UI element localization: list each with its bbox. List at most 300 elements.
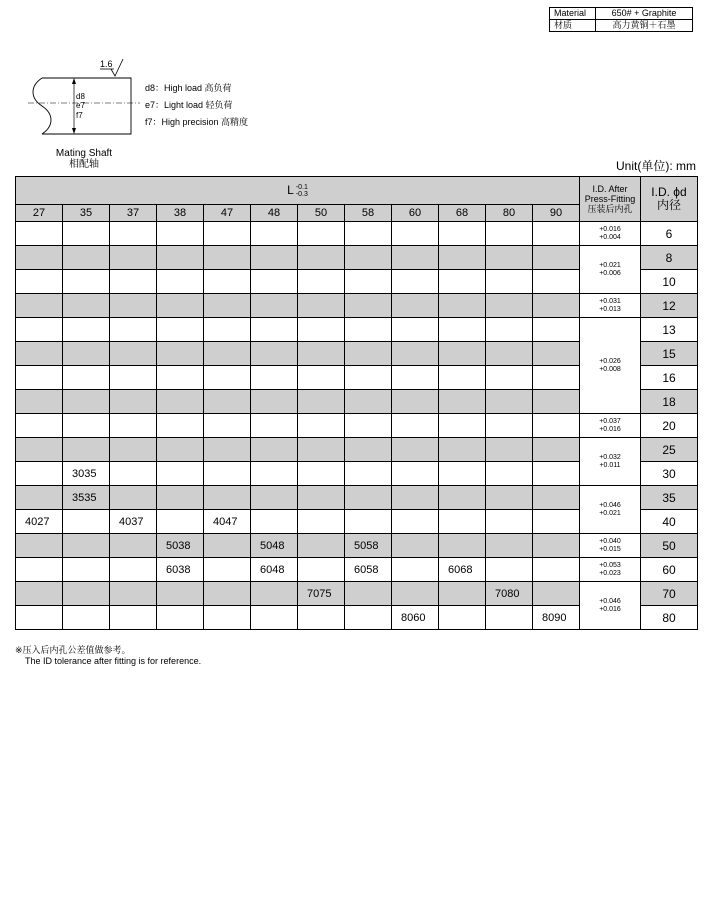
part-number-cell bbox=[439, 510, 486, 534]
table-row bbox=[16, 438, 698, 462]
tolerance-lower: +0.016 bbox=[599, 605, 621, 613]
id-tolerance-cell bbox=[580, 294, 641, 318]
part-number-cell bbox=[345, 366, 392, 390]
part-number-cell bbox=[157, 438, 204, 462]
length-column-header: 35 bbox=[63, 205, 110, 222]
inner-diameter-cell: 20 bbox=[641, 414, 698, 438]
part-number-cell bbox=[345, 582, 392, 606]
inner-diameter-cell: 10 bbox=[641, 270, 698, 294]
part-number-cell bbox=[157, 414, 204, 438]
part-number-cell: 3535 bbox=[63, 486, 110, 510]
part-number-cell bbox=[392, 462, 439, 486]
part-number-cell bbox=[204, 270, 251, 294]
material-value: 650# + Graphite bbox=[596, 8, 693, 20]
part-number-cell bbox=[16, 342, 63, 366]
part-number-cell bbox=[157, 606, 204, 630]
part-number-cell: 7080 bbox=[486, 582, 533, 606]
part-number-cell bbox=[486, 510, 533, 534]
part-number-cell bbox=[298, 438, 345, 462]
part-number-cell bbox=[392, 534, 439, 558]
unit-label: Unit(单位): mm bbox=[616, 159, 696, 173]
part-number-cell bbox=[345, 606, 392, 630]
id-tolerance-cell bbox=[580, 582, 641, 630]
part-number-cell bbox=[345, 390, 392, 414]
part-number-cell bbox=[486, 414, 533, 438]
tolerance-upper: +0.040 bbox=[599, 537, 621, 545]
part-number-cell bbox=[298, 606, 345, 630]
tolerance-lower: +0.016 bbox=[599, 425, 621, 433]
part-number-cell bbox=[486, 534, 533, 558]
part-number-cell bbox=[16, 606, 63, 630]
part-number-cell bbox=[345, 438, 392, 462]
tolerance-lower: +0.021 bbox=[599, 509, 621, 517]
part-number-cell bbox=[439, 294, 486, 318]
part-number-cell bbox=[392, 582, 439, 606]
inner-diameter-cell: 50 bbox=[641, 534, 698, 558]
part-number-cell bbox=[110, 222, 157, 246]
tolerance-lower: +0.015 bbox=[599, 545, 621, 553]
id-tolerance-cell bbox=[580, 486, 641, 534]
part-number-cell bbox=[63, 342, 110, 366]
part-number-cell bbox=[16, 534, 63, 558]
part-number-cell: 4047 bbox=[204, 510, 251, 534]
part-number-cell bbox=[298, 510, 345, 534]
id-header-cn: 内径 bbox=[656, 198, 681, 212]
part-number-cell bbox=[439, 342, 486, 366]
part-number-cell bbox=[157, 390, 204, 414]
part-number-cell bbox=[204, 342, 251, 366]
part-number-cell bbox=[486, 222, 533, 246]
part-number-cell bbox=[157, 462, 204, 486]
part-number-cell bbox=[392, 318, 439, 342]
part-number-cell bbox=[345, 462, 392, 486]
part-number-cell bbox=[16, 558, 63, 582]
part-number-cell: 5058 bbox=[345, 534, 392, 558]
part-number-cell bbox=[486, 342, 533, 366]
inner-diameter-cell: 25 bbox=[641, 438, 698, 462]
inner-diameter-cell: 8 bbox=[641, 246, 698, 270]
part-number-cell bbox=[298, 486, 345, 510]
inner-diameter-cell: 35 bbox=[641, 486, 698, 510]
part-number-cell bbox=[392, 222, 439, 246]
length-tol-lower: -0.3 bbox=[295, 190, 308, 198]
part-number-cell bbox=[298, 366, 345, 390]
part-number-cell bbox=[439, 534, 486, 558]
part-number-cell bbox=[110, 342, 157, 366]
part-number-cell bbox=[157, 318, 204, 342]
table-row bbox=[16, 246, 698, 270]
part-number-cell bbox=[392, 390, 439, 414]
inner-diameter-cell: 13 bbox=[641, 318, 698, 342]
table-row bbox=[16, 294, 698, 318]
part-number-cell bbox=[345, 486, 392, 510]
inner-diameter-cell: 6 bbox=[641, 222, 698, 246]
id-after-header bbox=[580, 177, 641, 222]
part-number-cell bbox=[533, 342, 580, 366]
part-number-cell bbox=[533, 246, 580, 270]
part-number-cell bbox=[533, 558, 580, 582]
length-column-header: 48 bbox=[251, 205, 298, 222]
part-number-cell bbox=[204, 534, 251, 558]
part-number-cell bbox=[16, 486, 63, 510]
note-cn: ※压入后内孔公差值做参考。 bbox=[15, 645, 131, 655]
id-tolerance-cell bbox=[580, 558, 641, 582]
inner-diameter-cell: 30 bbox=[641, 462, 698, 486]
inner-diameter-cell: 70 bbox=[641, 582, 698, 606]
part-number-cell bbox=[16, 270, 63, 294]
part-number-cell bbox=[486, 246, 533, 270]
tolerance-upper: +0.037 bbox=[599, 417, 621, 425]
table-row bbox=[16, 582, 698, 606]
legend-f7: f7：High precision 高精度 bbox=[145, 117, 249, 127]
part-number-cell bbox=[298, 270, 345, 294]
part-number-cell bbox=[157, 582, 204, 606]
part-number-cell: 5048 bbox=[251, 534, 298, 558]
part-number-cell bbox=[110, 270, 157, 294]
part-number-cell bbox=[298, 390, 345, 414]
part-number-cell bbox=[486, 390, 533, 414]
part-number-cell bbox=[392, 558, 439, 582]
length-column-header: 38 bbox=[157, 205, 204, 222]
part-number-cell bbox=[204, 366, 251, 390]
part-number-cell bbox=[110, 366, 157, 390]
part-number-cell bbox=[16, 294, 63, 318]
part-number-cell bbox=[533, 294, 580, 318]
part-number-cell: 8090 bbox=[533, 606, 580, 630]
part-number-cell bbox=[392, 294, 439, 318]
part-number-cell bbox=[251, 246, 298, 270]
part-number-cell bbox=[16, 438, 63, 462]
part-number-cell bbox=[251, 222, 298, 246]
part-number-cell bbox=[392, 270, 439, 294]
part-number-cell bbox=[486, 318, 533, 342]
table-row bbox=[16, 558, 698, 582]
part-number-cell bbox=[533, 462, 580, 486]
part-number-cell bbox=[533, 318, 580, 342]
part-number-cell bbox=[345, 414, 392, 438]
part-number-cell bbox=[439, 270, 486, 294]
part-number-cell bbox=[486, 366, 533, 390]
tol-label-f7: f7 bbox=[76, 111, 83, 120]
id-after-line1: I.D. After bbox=[592, 184, 628, 194]
part-number-cell bbox=[63, 558, 110, 582]
part-number-cell bbox=[439, 318, 486, 342]
part-number-cell bbox=[63, 222, 110, 246]
part-number-cell: 6058 bbox=[345, 558, 392, 582]
part-number-cell bbox=[392, 366, 439, 390]
tolerance-upper: +0.046 bbox=[599, 501, 621, 509]
table-row bbox=[16, 222, 698, 246]
part-number-cell bbox=[63, 294, 110, 318]
part-number-cell bbox=[110, 294, 157, 318]
part-number-cell bbox=[251, 606, 298, 630]
part-number-cell bbox=[110, 246, 157, 270]
table-row bbox=[16, 534, 698, 558]
note-en: The ID tolerance after fitting is for reference. bbox=[25, 656, 202, 666]
part-number-cell bbox=[204, 606, 251, 630]
length-header bbox=[16, 177, 580, 205]
tolerance-lower: +0.004 bbox=[599, 233, 621, 241]
part-number-cell bbox=[157, 366, 204, 390]
part-number-cell bbox=[63, 510, 110, 534]
part-number-cell bbox=[16, 246, 63, 270]
id-after-cn: 压装后内孔 bbox=[587, 204, 633, 214]
part-number-cell bbox=[298, 294, 345, 318]
part-number-cell bbox=[251, 438, 298, 462]
part-number-cell bbox=[392, 486, 439, 510]
part-number-cell bbox=[157, 222, 204, 246]
part-number-cell bbox=[251, 294, 298, 318]
id-tolerance-cell bbox=[580, 534, 641, 558]
part-number-cell bbox=[486, 486, 533, 510]
part-number-cell bbox=[63, 534, 110, 558]
id-tolerance-cell bbox=[580, 318, 641, 414]
part-number-cell bbox=[345, 246, 392, 270]
legend-d8: d8：High load 高负荷 bbox=[145, 83, 232, 93]
tol-label-e7: e7 bbox=[76, 101, 85, 110]
mating-shaft-cn: 相配轴 bbox=[69, 159, 99, 170]
part-number-cell bbox=[345, 318, 392, 342]
part-number-cell bbox=[63, 318, 110, 342]
part-number-cell bbox=[251, 390, 298, 414]
part-number-cell bbox=[63, 366, 110, 390]
part-number-cell bbox=[63, 606, 110, 630]
part-number-cell bbox=[63, 414, 110, 438]
length-column-header: 27 bbox=[16, 205, 63, 222]
length-column-header: 68 bbox=[439, 205, 486, 222]
roughness-value: 1.6 bbox=[100, 59, 113, 69]
length-column-header: 50 bbox=[298, 205, 345, 222]
tol-label-d8: d8 bbox=[76, 92, 85, 101]
part-number-cell bbox=[110, 390, 157, 414]
table-row bbox=[16, 486, 698, 510]
material-label-cn: 材质 bbox=[550, 20, 596, 32]
part-number-cell bbox=[157, 294, 204, 318]
tolerance-upper: +0.026 bbox=[599, 357, 621, 365]
inner-diameter-cell: 15 bbox=[641, 342, 698, 366]
tolerance-upper: +0.021 bbox=[599, 261, 621, 269]
part-number-cell bbox=[439, 582, 486, 606]
mating-shaft-diagram bbox=[28, 56, 143, 141]
part-number-cell bbox=[204, 558, 251, 582]
part-number-cell bbox=[392, 510, 439, 534]
part-number-cell bbox=[251, 510, 298, 534]
inner-diameter-cell: 16 bbox=[641, 366, 698, 390]
part-number-cell bbox=[204, 414, 251, 438]
part-number-cell bbox=[298, 246, 345, 270]
part-number-cell bbox=[16, 318, 63, 342]
part-number-cell bbox=[63, 390, 110, 414]
part-number-cell bbox=[204, 222, 251, 246]
part-number-cell bbox=[16, 462, 63, 486]
part-number-cell bbox=[204, 582, 251, 606]
length-symbol: L bbox=[287, 183, 294, 198]
id-tolerance-cell bbox=[580, 414, 641, 438]
size-table bbox=[15, 176, 698, 630]
part-number-cell bbox=[204, 294, 251, 318]
part-number-cell bbox=[204, 486, 251, 510]
id-header-line1: I.D. ϕd bbox=[651, 185, 687, 199]
tolerance-lower: +0.013 bbox=[599, 305, 621, 313]
mating-shaft-en: Mating Shaft bbox=[55, 148, 113, 159]
length-tolerance bbox=[296, 184, 308, 198]
part-number-cell bbox=[392, 246, 439, 270]
part-number-cell bbox=[345, 222, 392, 246]
part-number-cell bbox=[16, 414, 63, 438]
part-number-cell bbox=[110, 558, 157, 582]
part-number-cell bbox=[486, 462, 533, 486]
material-table bbox=[549, 7, 693, 32]
part-number-cell bbox=[345, 294, 392, 318]
part-number-cell bbox=[110, 606, 157, 630]
part-number-cell bbox=[298, 462, 345, 486]
id-tolerance-cell bbox=[580, 222, 641, 246]
part-number-cell bbox=[298, 342, 345, 366]
material-value-cn: 高力黄铜＋石墨 bbox=[596, 20, 693, 32]
length-column-header: 60 bbox=[392, 205, 439, 222]
part-number-cell: 7075 bbox=[298, 582, 345, 606]
part-number-cell bbox=[204, 246, 251, 270]
part-number-cell bbox=[298, 222, 345, 246]
part-number-cell bbox=[204, 390, 251, 414]
part-number-cell bbox=[157, 342, 204, 366]
part-number-cell: 8060 bbox=[392, 606, 439, 630]
part-number-cell bbox=[16, 222, 63, 246]
part-number-cell bbox=[439, 438, 486, 462]
part-number-cell bbox=[110, 318, 157, 342]
part-number-cell bbox=[345, 510, 392, 534]
part-number-cell bbox=[110, 438, 157, 462]
part-number-cell bbox=[486, 270, 533, 294]
id-tolerance-cell bbox=[580, 246, 641, 294]
inner-diameter-cell: 12 bbox=[641, 294, 698, 318]
part-number-cell bbox=[298, 318, 345, 342]
part-number-cell: 4027 bbox=[16, 510, 63, 534]
size-table-body bbox=[16, 222, 698, 630]
inner-diameter-cell: 18 bbox=[641, 390, 698, 414]
part-number-cell bbox=[204, 438, 251, 462]
id-tolerance-cell bbox=[580, 438, 641, 486]
part-number-cell bbox=[157, 270, 204, 294]
legend-e7: e7：Light load 轻负荷 bbox=[145, 100, 233, 110]
part-number-cell bbox=[16, 582, 63, 606]
tolerance-upper: +0.032 bbox=[599, 453, 621, 461]
part-number-cell bbox=[392, 414, 439, 438]
material-label: Material bbox=[550, 8, 596, 20]
part-number-cell bbox=[251, 270, 298, 294]
part-number-cell: 6068 bbox=[439, 558, 486, 582]
id-header bbox=[641, 177, 698, 222]
part-number-cell bbox=[63, 438, 110, 462]
part-number-cell bbox=[439, 486, 486, 510]
part-number-cell bbox=[110, 582, 157, 606]
inner-diameter-cell: 60 bbox=[641, 558, 698, 582]
mating-shaft-caption bbox=[44, 148, 124, 170]
part-number-cell bbox=[251, 342, 298, 366]
tolerance-upper: +0.031 bbox=[599, 297, 621, 305]
part-number-cell bbox=[298, 534, 345, 558]
tolerance-lower: +0.008 bbox=[599, 365, 621, 373]
part-number-cell bbox=[63, 582, 110, 606]
part-number-cell: 6048 bbox=[251, 558, 298, 582]
part-number-cell bbox=[486, 558, 533, 582]
part-number-cell bbox=[110, 534, 157, 558]
part-number-cell bbox=[533, 366, 580, 390]
length-column-header: 80 bbox=[486, 205, 533, 222]
part-number-cell bbox=[251, 318, 298, 342]
part-number-cell bbox=[486, 294, 533, 318]
part-number-cell bbox=[486, 606, 533, 630]
part-number-cell bbox=[533, 486, 580, 510]
reference-note bbox=[15, 645, 201, 667]
part-number-cell bbox=[251, 366, 298, 390]
part-number-cell bbox=[486, 438, 533, 462]
length-column-header: 47 bbox=[204, 205, 251, 222]
part-number-cell bbox=[204, 318, 251, 342]
part-number-cell bbox=[63, 246, 110, 270]
part-number-cell bbox=[16, 366, 63, 390]
part-number-cell bbox=[533, 438, 580, 462]
tolerance-legend bbox=[145, 80, 248, 131]
part-number-cell bbox=[298, 558, 345, 582]
part-number-cell bbox=[439, 366, 486, 390]
part-number-cell bbox=[251, 486, 298, 510]
length-column-header: 37 bbox=[110, 205, 157, 222]
inner-diameter-cell: 40 bbox=[641, 510, 698, 534]
tolerance-lower: +0.023 bbox=[599, 569, 621, 577]
part-number-cell bbox=[157, 246, 204, 270]
part-number-cell bbox=[533, 222, 580, 246]
part-number-cell bbox=[63, 270, 110, 294]
length-tol-upper: -0.1 bbox=[295, 183, 308, 191]
part-number-cell bbox=[110, 486, 157, 510]
part-number-cell bbox=[533, 270, 580, 294]
part-number-cell bbox=[251, 414, 298, 438]
part-number-cell: 3035 bbox=[63, 462, 110, 486]
tolerance-upper: +0.046 bbox=[599, 597, 621, 605]
tolerance-lower: +0.011 bbox=[599, 461, 621, 469]
part-number-cell bbox=[439, 246, 486, 270]
part-number-cell bbox=[157, 486, 204, 510]
part-number-cell bbox=[439, 462, 486, 486]
id-after-line2: Press-Fitting bbox=[584, 194, 636, 204]
tolerance-upper: +0.016 bbox=[599, 225, 621, 233]
part-number-cell bbox=[204, 462, 251, 486]
part-number-cell: 5038 bbox=[157, 534, 204, 558]
part-number-cell bbox=[533, 582, 580, 606]
inner-diameter-cell: 80 bbox=[641, 606, 698, 630]
part-number-cell bbox=[392, 438, 439, 462]
tolerance-lower: +0.006 bbox=[599, 269, 621, 277]
part-number-cell bbox=[533, 390, 580, 414]
part-number-cell bbox=[110, 462, 157, 486]
length-column-header: 58 bbox=[345, 205, 392, 222]
part-number-cell bbox=[16, 390, 63, 414]
part-number-cell bbox=[345, 270, 392, 294]
tolerance-upper: +0.053 bbox=[599, 561, 621, 569]
part-number-cell bbox=[345, 342, 392, 366]
part-number-cell bbox=[533, 534, 580, 558]
table-row bbox=[16, 318, 698, 342]
part-number-cell bbox=[157, 510, 204, 534]
part-number-cell: 4037 bbox=[110, 510, 157, 534]
part-number-cell bbox=[439, 606, 486, 630]
part-number-cell bbox=[533, 414, 580, 438]
part-number-cell bbox=[392, 342, 439, 366]
table-row bbox=[16, 414, 698, 438]
part-number-cell bbox=[439, 222, 486, 246]
part-number-cell: 6038 bbox=[157, 558, 204, 582]
